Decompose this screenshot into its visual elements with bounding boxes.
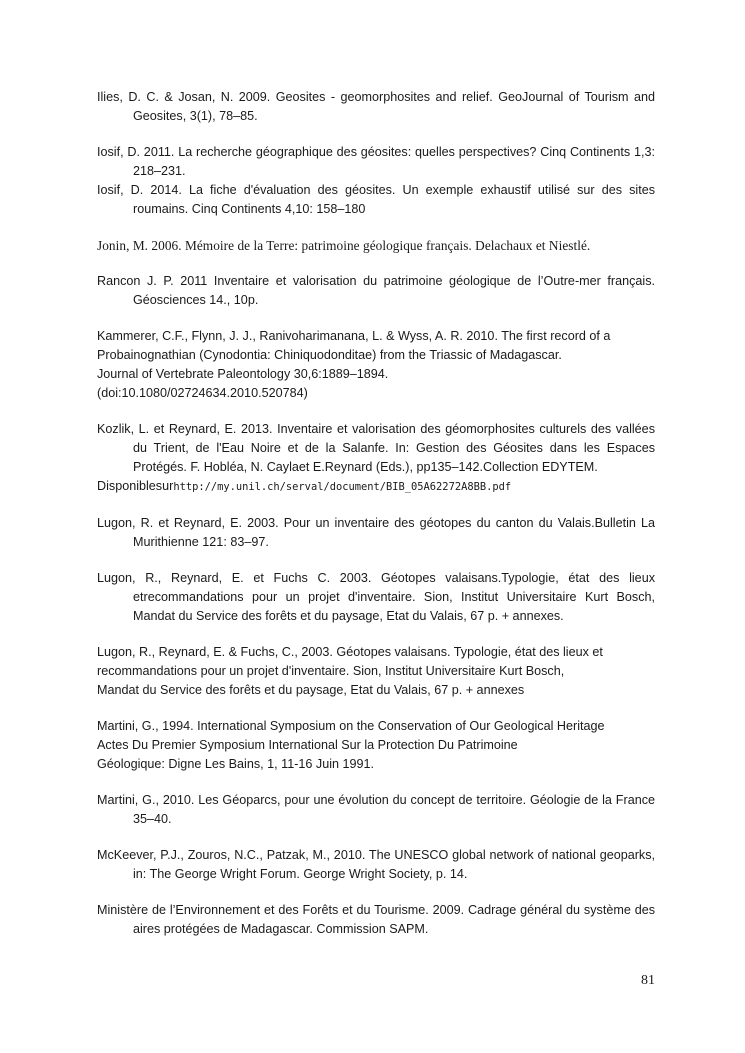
reference-mckeever-2010: McKeever, P.J., Zouros, N.C., Patzak, M., 2010. The UNESCO global network of national geoparks, in: The George Wright Forum. George Wright Society, p. 14. <box>97 848 655 881</box>
reference-line: Kammerer, C.F., Flynn, J. J., Ranivoharimanana, L. & Wyss, A. R. 2010. The first record of a <box>97 329 611 343</box>
page-number: 81 <box>641 973 655 988</box>
reference-jonin-2006: Jonin, M. 2006. Mémoire de la Terre: patrimoine géologique français. Delachaux et Niestlé. <box>97 238 591 253</box>
reference-lugon-reynard-fuchs-2003-a: Lugon, R., Reynard, E. et Fuchs C. 2003. Géotopes valaisans.Typologie, état des lieux etrecommandations pour un projet d'inventaire. Sion, Institut Universitaire Kurt Bosch, Mandat du Service des forêts et du paysage, Etat du Valais, 67 p. + annexes. <box>97 571 655 623</box>
reference-martini-1994 <box>97 717 655 774</box>
reference-line: Probainognathian (Cynodontia: Chiniquodonditae) from the Triassic of Madagascar. <box>97 348 562 362</box>
reference-list <box>97 88 655 939</box>
reference-line: (doi:10.1080/02724634.2010.520784) <box>97 386 308 400</box>
reference-lugon-reynard-2003: Lugon, R. et Reynard, E. 2003. Pour un inventaire des géotopes du canton du Valais.Bulletin La Murithienne 121: 83–97. <box>97 516 655 549</box>
reference-ilies-2009: Ilies, D. C. & Josan, N. 2009. Geosites - geomorphosites and relief. GeoJournal of Tourism and Geosites, 3(1), 78–85. <box>97 90 655 123</box>
reference-text: Kozlik, L. et Reynard, E. 2013. Inventaire et valorisation des géomorphosites culturels des vallées du Trient, de l'Eau Noire et de la Salanfe. In: Gestion des Géosites dans les Espaces Protégés. F. Hobléa, N. Caylaet E.Reynard (Eds.), pp135–142.Collection EDYTEM. <box>97 422 655 474</box>
reference-rancon-2011: Rancon J. P. 2011 Inventaire et valorisation du patrimoine géologique de l’Outre-mer français. Géosciences 14., 10p. <box>97 274 655 307</box>
reference-iosif-2011: Iosif, D. 2011. La recherche géographique des géosites: quelles perspectives? Cinq Continents 1,3: 218–231. <box>97 145 655 178</box>
reference-iosif-2014: Iosif, D. 2014. La fiche d'évaluation des géosites. Un exemple exhaustif utilisé sur des sites roumains. Cinq Continents 4,10: 158–180 <box>97 183 655 216</box>
reference-line: Lugon, R., Reynard, E. & Fuchs, C., 2003. Géotopes valaisans. Typologie, état des lieux et <box>97 645 603 659</box>
reference-martini-2010: Martini, G., 2010. Les Géoparcs, pour une évolution du concept de territoire. Géologie de la France 35–40. <box>97 793 655 826</box>
availability-line <box>97 477 655 497</box>
reference-ministere-2009: Ministère de l’Environnement et des Forêts et du Tourisme. 2009. Cadrage général du système des aires protégées de Madagascar. Commission SAPM. <box>97 903 655 936</box>
reference-line: Actes Du Premier Symposium International Sur la Protection Du Patrimoine <box>97 738 518 752</box>
reference-line: Géologique: Digne Les Bains, 1, 11-16 Juin 1991. <box>97 757 375 771</box>
availability-label: Disponiblesur <box>97 479 174 493</box>
reference-line: Mandat du Service des forêts et du paysage, Etat du Valais, 67 p. + annexes <box>97 683 525 697</box>
reference-kammerer-2010 <box>97 327 655 403</box>
reference-lugon-reynard-fuchs-2003-b <box>97 643 655 700</box>
reference-line: recommandations pour un projet d'inventaire. Sion, Institut Universitaire Kurt Bosch, <box>97 664 565 678</box>
reference-url-link[interactable]: http://my.unil.ch/serval/document/BIB_05A62272A8BB.pdf <box>173 481 512 493</box>
reference-line: Martini, G., 1994. International Symposium on the Conservation of Our Geological Heritage <box>97 719 605 733</box>
reference-line: Journal of Vertebrate Paleontology 30,6:1889–1894. <box>97 367 389 381</box>
reference-kozlik-2013 <box>97 420 655 497</box>
